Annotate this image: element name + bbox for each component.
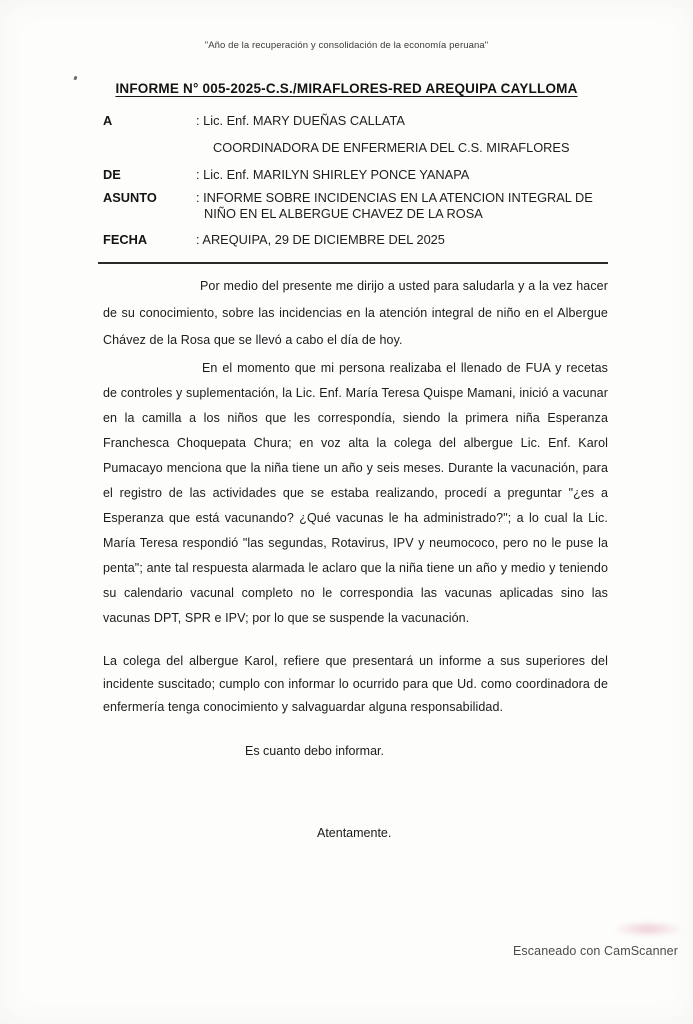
meta-value-subject-line1: : INFORME SOBRE INCIDENCIAS EN LA ATENCION INTEGRAL DE xyxy=(196,190,593,205)
paragraph-greeting: Por medio del presente me dirijo a usted para saludarla y a la vez hacer de su conocimiento, sobre las incidencias en la atención integral de niño en el Albergue Chávez de la Rosa que se llevó a cabo el día de hoy. xyxy=(103,279,608,347)
meta-label-subject: ASUNTO xyxy=(103,190,157,205)
paragraph-conclusion: La colega del albergue Karol, refiere que presentará un informe a sus superiores del incidente suscitado; cumplo con informar lo ocurrido para que Ud. como coordinadora de enfermería tenga conocimiento y salvaguardar alguna responsabilidad. xyxy=(103,654,608,714)
salutation: Atentamente. xyxy=(317,826,392,840)
paragraph-incident-report: En el momento que mi persona realizaba el llenado de FUA y recetas de controles y suplementación, la Lic. Enf. María Teresa Quispe Mamani, inició a vacunar en la camilla a los niños que les correspondía, siendo la primera niña Esperanza Franchesca Choquepata Chura; en voz alta la colega del albergue Lic. Enf. Karol Pumacayo menciona que la niña tiene un año y seis meses. Durante la vacunación, para el registro de las actividades que se estaba realizando, procedí a preguntar "¿es a Esperanza que está vacunando? ¿Qué vacunas le ha administrado?"; a lo cual la Lic. María Teresa respondió "las segundas, Rotavirus, IPV y neumococo, pero no le puse la penta"; ante tal respuesta alarmada le aclaro que la niña tiene un año y medio y teniendo su calendario vacunal completo no le correspondia las vacunas aplicadas sino las vacunas DPT, SPR e IPV; por lo que se suspende la vacunación. xyxy=(103,361,608,625)
meta-label-from: DE xyxy=(103,167,121,182)
separator-line xyxy=(98,262,608,264)
meta-value-subject-line2: NIÑO EN EL ALBERGUE CHAVEZ DE LA ROSA xyxy=(204,206,483,221)
meta-value-subject xyxy=(196,190,620,222)
closing-statement: Es cuanto debo informar. xyxy=(245,744,384,758)
scan-artifact-dot xyxy=(74,76,78,81)
meta-row-from xyxy=(103,161,623,188)
document-title: INFORME N° 005-2025-C.S./MIRAFLORES-RED AREQUIPA CAYLLOMA xyxy=(115,81,578,96)
meta-value-date: : AREQUIPA, 29 DE DICIEMBRE DEL 2025 xyxy=(196,232,445,247)
meta-value-to-role: COORDINADORA DE ENFERMERIA DEL C.S. MIRAFLORES xyxy=(213,140,570,155)
meta-label-to: A xyxy=(103,113,113,128)
meta-label-date: FECHA xyxy=(103,232,148,247)
header-quote: "Año de la recuperación y consolidación de la economía peruana" xyxy=(204,40,489,51)
meta-row-subject xyxy=(103,190,623,222)
meta-row-to xyxy=(103,107,623,161)
meta-value-to-name: : Lic. Enf. MARY DUEÑAS CALLATA xyxy=(196,113,405,128)
camscanner-watermark xyxy=(612,921,684,937)
meta-value-to xyxy=(196,107,620,161)
camscanner-credit: Escaneado con CamScanner xyxy=(513,944,678,958)
meta-row-date xyxy=(103,226,623,253)
meta-value-from: : Lic. Enf. MARILYN SHIRLEY PONCE YANAPA xyxy=(196,167,470,182)
